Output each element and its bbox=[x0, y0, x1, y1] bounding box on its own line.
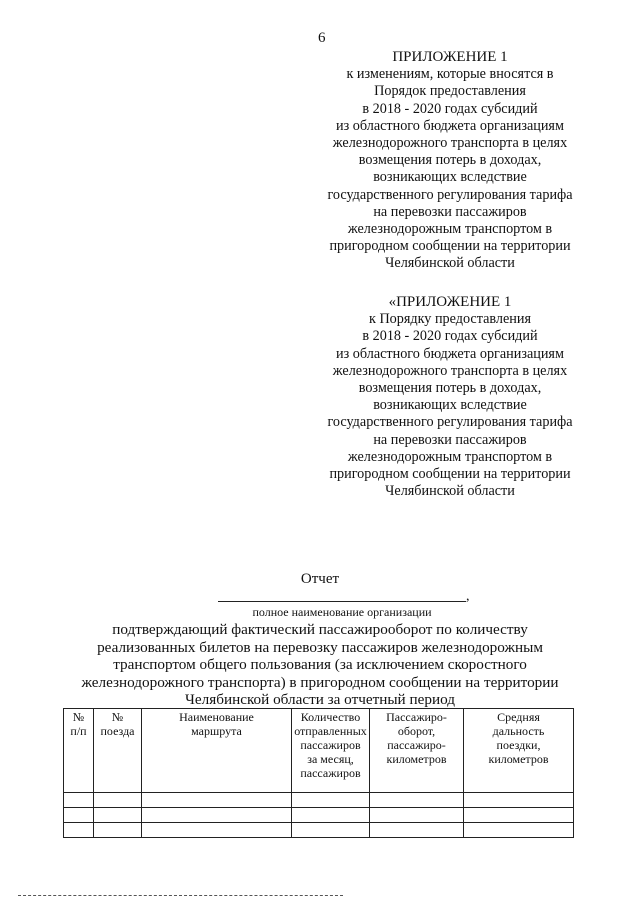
table-body bbox=[64, 793, 574, 838]
column-header-line: поезда bbox=[100, 724, 135, 738]
column-header-line: поездки, bbox=[496, 738, 541, 752]
column-header bbox=[94, 709, 142, 793]
column-header-line: Наименование bbox=[179, 710, 254, 724]
table-cell[interactable] bbox=[64, 823, 94, 838]
bottom-rule bbox=[18, 895, 343, 896]
column-header-line: № bbox=[72, 710, 85, 724]
table-cell[interactable] bbox=[292, 793, 370, 808]
appendix-line: в 2018 - 2020 годах субсидий bbox=[362, 100, 538, 117]
table-cell[interactable] bbox=[94, 823, 142, 838]
appendix-line: на перевозки пассажиров bbox=[373, 203, 527, 220]
appendix-line: из областного бюджета организациям bbox=[336, 345, 564, 362]
appendix-amendment-block bbox=[300, 49, 600, 273]
subtitle-line: транспортом общего пользования (за исключением скоростного bbox=[113, 656, 527, 674]
table-row bbox=[64, 808, 574, 823]
appendix-line: из областного бюджета организациям bbox=[336, 117, 564, 134]
appendix-heading: «ПРИЛОЖЕНИЕ 1 bbox=[388, 294, 512, 310]
column-header-line: № bbox=[111, 710, 124, 724]
column-header bbox=[464, 709, 574, 793]
appendix-line: возмещения потерь в доходах, bbox=[358, 152, 542, 169]
appendix-line: к изменениям, которые вносятся в bbox=[346, 66, 554, 83]
column-header-line: дальность bbox=[492, 724, 545, 738]
organization-comma: , bbox=[466, 589, 470, 604]
appendix-line: на перевозки пассажиров bbox=[373, 431, 527, 448]
appendix-line: железнодорожным транспортом в bbox=[347, 448, 553, 465]
appendix-heading: ПРИЛОЖЕНИЕ 1 bbox=[392, 49, 508, 65]
column-header-line: пассажиров bbox=[300, 766, 361, 780]
column-header bbox=[370, 709, 464, 793]
subtitle-line: железнодорожного транспорта) в пригородном сообщении на территории bbox=[81, 673, 559, 691]
table-row bbox=[64, 823, 574, 838]
report-title: Отчет bbox=[300, 571, 340, 587]
organization-name-line[interactable] bbox=[218, 601, 466, 602]
appendix-line: государственного регулирования тарифа bbox=[327, 414, 573, 431]
table-cell[interactable] bbox=[94, 793, 142, 808]
column-header bbox=[292, 709, 370, 793]
table-cell[interactable] bbox=[292, 823, 370, 838]
report-table bbox=[63, 708, 574, 838]
table-cell[interactable] bbox=[292, 808, 370, 823]
table-cell[interactable] bbox=[142, 808, 292, 823]
appendix-line: пригородном сообщении на территории bbox=[329, 238, 571, 255]
appendix-line: возмещения потерь в доходах, bbox=[358, 380, 542, 397]
subtitle-line: Челябинской области за отчетный период bbox=[185, 691, 455, 709]
page-number: 6 bbox=[318, 30, 326, 46]
table-cell[interactable] bbox=[464, 823, 574, 838]
column-header-line: Пассажиро- bbox=[386, 710, 447, 724]
column-header bbox=[142, 709, 292, 793]
appendix-line: возникающих вследствие bbox=[373, 169, 527, 186]
table-cell[interactable] bbox=[142, 793, 292, 808]
organization-caption: полное наименование организации bbox=[252, 605, 432, 619]
column-header-line: Количество bbox=[300, 710, 361, 724]
appendix-line: железнодорожным транспортом в bbox=[347, 221, 553, 238]
table-cell[interactable] bbox=[64, 793, 94, 808]
column-header-line: п/п bbox=[70, 724, 87, 738]
table-cell[interactable] bbox=[370, 823, 464, 838]
column-header-line: Средняя bbox=[497, 710, 540, 724]
column-header-line: оборот, bbox=[397, 724, 436, 738]
table-cell[interactable] bbox=[142, 823, 292, 838]
table-cell[interactable] bbox=[464, 808, 574, 823]
table-cell[interactable] bbox=[370, 808, 464, 823]
table-cell[interactable] bbox=[464, 793, 574, 808]
column-header-line: километров bbox=[386, 752, 447, 766]
appendix-line: Челябинской области bbox=[385, 483, 515, 500]
appendix-line: железнодорожного транспорта в целях bbox=[332, 362, 568, 379]
table-row bbox=[64, 793, 574, 808]
table-cell[interactable] bbox=[64, 808, 94, 823]
column-header-line: пассажиров bbox=[300, 738, 361, 752]
column-header bbox=[64, 709, 94, 793]
appendix-line: пригородном сообщении на территории bbox=[329, 466, 571, 483]
appendix-line: Порядок предоставления bbox=[374, 83, 526, 100]
appendix-line: железнодорожного транспорта в целях bbox=[332, 135, 568, 152]
table-header-row bbox=[64, 709, 574, 793]
column-header-line: пассажиро- bbox=[387, 738, 446, 752]
column-header-line: километров bbox=[488, 752, 549, 766]
table-cell[interactable] bbox=[94, 808, 142, 823]
column-header-line: за месяц, bbox=[307, 752, 354, 766]
subtitle-line: реализованных билетов на перевозку пассажиров железнодорожным bbox=[97, 638, 543, 656]
table-cell[interactable] bbox=[370, 793, 464, 808]
column-header-line: маршрута bbox=[191, 724, 242, 738]
column-header-line: отправленных bbox=[294, 724, 367, 738]
appendix-line: государственного регулирования тарифа bbox=[327, 186, 573, 203]
appendix-line: возникающих вследствие bbox=[373, 397, 527, 414]
appendix-line: Челябинской области bbox=[385, 255, 515, 272]
report-subtitle bbox=[60, 621, 580, 709]
appendix-original-block bbox=[300, 294, 600, 500]
appendix-line: в 2018 - 2020 годах субсидий bbox=[362, 328, 538, 345]
subtitle-line: подтверждающий фактический пассажирооборот по количеству bbox=[112, 621, 528, 638]
appendix-line: к Порядку предоставления bbox=[369, 311, 531, 328]
